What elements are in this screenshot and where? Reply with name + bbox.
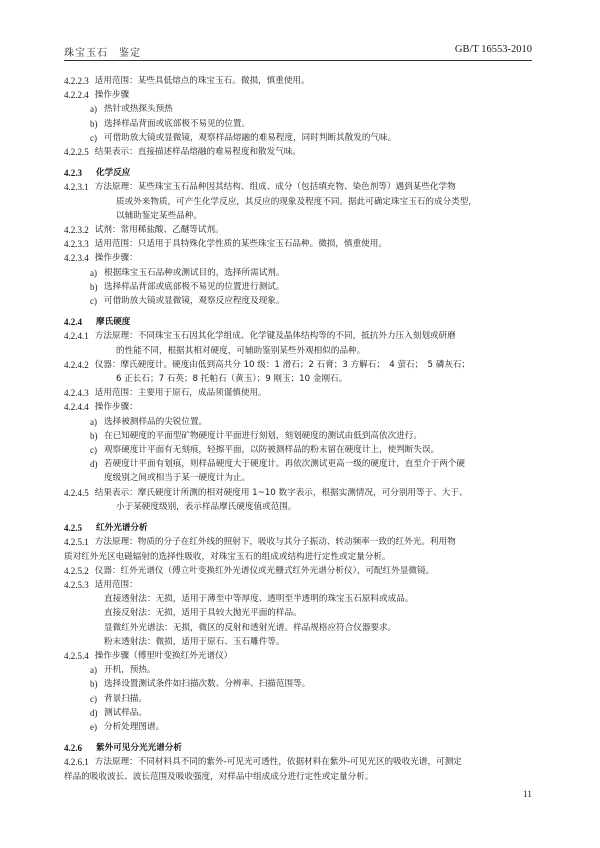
document-body: [64, 74, 532, 784]
clause-number: 4.2.4.4: [64, 402, 89, 413]
clause: [64, 755, 532, 769]
clause-continuation: 以辅助鉴定某些品种。: [116, 210, 202, 221]
list-label: c): [90, 445, 97, 456]
section-heading: [64, 166, 532, 180]
list-text: 背景扫描。: [104, 693, 147, 704]
list-item: [64, 266, 532, 280]
list-item: [64, 457, 532, 471]
list-item: [64, 102, 532, 116]
clause: [64, 386, 532, 400]
clause-number: 4.2.6.1: [64, 757, 89, 768]
clause-number: 4.2.3.1: [64, 182, 89, 193]
list-label: a): [90, 416, 97, 427]
page-number: 11: [522, 790, 532, 800]
clause: [64, 237, 532, 251]
clause-text: 操作步骤（傅里叶变换红外光谱仪）: [94, 650, 233, 661]
clause: [64, 145, 532, 159]
list-item: [64, 663, 532, 677]
clause-number: 4.2.2.5: [64, 147, 89, 158]
list-label: c): [90, 693, 97, 704]
clause-text: 仪器：摩氏硬度计。硬度由低到高共分 10 级：1 滑石；2 石膏；3 方解石； 4 萤石； 5 磷灰石；: [94, 359, 471, 370]
clause: [64, 358, 532, 372]
list-text: 选择样品背部或底部极不易见的位置进行测试。: [104, 281, 285, 292]
list-label: a): [90, 665, 97, 676]
clause-text: 操作步骤：: [94, 253, 138, 264]
clause: [64, 564, 532, 578]
list-label: b): [90, 679, 98, 690]
header-standard-number: GB/T 16553-2010: [454, 44, 532, 55]
list-label: e): [90, 721, 97, 732]
clause: [64, 649, 532, 663]
clause: [64, 486, 532, 500]
method-line: 粉末透射法：微损，适用于原石、玉石雕件等。: [104, 636, 285, 647]
section-number: 4.2.3: [64, 168, 82, 179]
section-title: 化学反应: [96, 168, 131, 179]
list-text: 可借助放大镜或显微镜，观察反应程度及现象。: [104, 296, 285, 307]
list-text: 选择样品背面或底部极不易见的位置。: [104, 118, 251, 129]
clause-text: 仪器：红外光谱仪（傅立叶变换红外光谱仪或光栅式红外光谱分析仪），可配红外显微镜。: [94, 565, 435, 576]
clause-continuation: 小于某硬度级别，表示样品摩氏硬度值或范围。: [116, 501, 297, 512]
clause-text: 方法原理：物质的分子在红外线的照射下，吸收与其分子振动、转动频率一致的红外光。利用物: [94, 537, 456, 548]
section-number: 4.2.4: [64, 317, 82, 328]
list-label: d): [90, 459, 98, 470]
clause: [64, 535, 532, 549]
clause-continuation: 的性能不同，根据其相对硬度，可辅助鉴别某些外观相似的品种。: [116, 345, 366, 356]
list-text: 选择被测样品的尖锐位置。: [104, 416, 208, 427]
list-label: c): [90, 132, 97, 143]
list-item: [64, 443, 532, 457]
list-item: [64, 415, 532, 429]
clause-continuation: 质或外来物质，可产生化学反应，其反应的现象及程度不同。据此可确定珠宝玉石的成分类型，: [116, 196, 477, 207]
clause-text: 操作步骤：: [94, 402, 138, 413]
list-text: 根据珠宝玉石品种或测试目的，选择所需试剂。: [104, 267, 285, 278]
clause: [64, 578, 532, 592]
list-item: [64, 280, 532, 294]
clause-number: 4.2.4.3: [64, 388, 89, 399]
clause-text: 方法原理：某些珠宝玉石品种因其结构、组成、成分（包括填充物、染色剂等）遇到某些化学物: [94, 182, 456, 193]
list-text: 分析处理图谱。: [104, 721, 165, 732]
list-label: d): [90, 707, 98, 718]
clause: [64, 223, 532, 237]
method-line: 直接反射法：无损，适用于具较大抛光平面的样品。: [104, 608, 302, 619]
section-title: 紫外可见分光光谱分析: [96, 743, 182, 754]
list-label: a): [90, 267, 97, 278]
list-item-continuation: [64, 471, 532, 485]
section-title: 红外光谱分析: [96, 523, 148, 534]
method-line: 显微红外光谱法：无损，微区的反射和透射光谱。样品规格应符合仪器要求。: [104, 622, 397, 633]
clause-number: 4.2.2.3: [64, 76, 89, 86]
clause-number: 4.2.3.2: [64, 225, 89, 236]
clause-text: 结果表示：摩氏硬度计所测的相对硬度用 1~10 数字表示，根据实测情况，可分别用等于、大于、: [94, 487, 468, 498]
clause-number: 4.2.3.3: [64, 239, 89, 250]
list-text: 可借助放大镜或显微镜，观察样品熔融的难易程度，同时判断其散发的气味。: [104, 132, 397, 143]
list-text: 测试样品。: [104, 707, 147, 718]
list-text: 选择设置测试条件如扫描次数、分辨率、扫描范围等。: [104, 679, 311, 690]
clause-number: 4.2.5.3: [64, 579, 89, 590]
list-item: [64, 429, 532, 443]
section-number: 4.2.6: [64, 743, 82, 754]
clause-continuation: 6 正长石；7 石英；8 托帕石（黄玉）；9 刚玉；10 金刚石。: [116, 374, 348, 385]
clause-text: 试剂：常用稀盐酸、乙醚等试剂。: [94, 225, 224, 236]
clause-text: 适用范围：主要用于原石，成品须谨慎使用。: [94, 388, 267, 399]
clause: [64, 400, 532, 414]
clause-text: 方法原理：不同材料具不同的紫外-可见光可透性，依据材料在紫外-可见光区的吸收光谱，可测定: [94, 757, 462, 768]
section-heading: [64, 315, 532, 329]
page-header: [64, 40, 532, 61]
clause-number: 4.2.5.1: [64, 537, 89, 548]
section-title: 摩氏硬度: [96, 317, 131, 328]
list-text: 观察硬度计平面有无刻痕，轻擦平面，以防被测样品的粉末留在硬度计上，使判断失误。: [104, 445, 440, 456]
list-text: 热针或热探头预热: [104, 104, 173, 115]
clause-text: 适用范围：某些具低熔点的珠宝玉石。微损，慎重使用。: [94, 76, 310, 86]
header-title: 珠宝玉石 鉴定: [64, 48, 141, 59]
list-item: [64, 720, 532, 734]
clause-number: 4.2.5.4: [64, 650, 89, 661]
list-continuation-text: 度级别之间或相当于某一硬度计为止。: [104, 473, 251, 484]
section-number: 4.2.5: [64, 523, 82, 534]
list-label: b): [90, 430, 98, 441]
clause: [64, 88, 532, 102]
list-item: [64, 706, 532, 720]
list-label: b): [90, 281, 98, 292]
clause-text: 结果表示：直接描述样品熔融的难易程度和散发气味。: [94, 147, 302, 158]
clause-continuation: 样品的吸收波长、波长范围及吸收强度，对样品中组成成分进行定性或定量分析。: [64, 771, 374, 782]
clause-continuation: 质对红外光区电磁辐射的选择性吸收，对珠宝玉石的组成或结构进行定性或定量分析。: [64, 551, 391, 562]
list-item: [64, 692, 532, 706]
clause-number: 4.2.4.2: [64, 359, 89, 370]
clause-number: 4.2.2.4: [64, 90, 89, 101]
method-line: 直接透射法：无损，适用于薄至中等厚度、透明至半透明的珠宝玉石原料或成品。: [104, 594, 414, 605]
section-heading: [64, 741, 532, 755]
list-text: 开机，预热。: [104, 665, 156, 676]
clause-number: 4.2.4.5: [64, 487, 89, 498]
list-item: [64, 294, 532, 308]
section-heading: [64, 521, 532, 535]
clause-number: 4.2.4.1: [64, 331, 89, 342]
clause: [64, 180, 532, 194]
clause-number: 4.2.3.4: [64, 253, 89, 264]
clause-text: 适用范围：只适用于具特殊化学性质的某些珠宝玉石品种。微损，慎重使用。: [94, 239, 387, 250]
clause: [64, 329, 532, 343]
clause: [64, 251, 532, 265]
list-item: [64, 131, 532, 145]
list-text: 在已知硬度的平面型矿物硬度计平面进行刻划，刻划硬度的测试由低到高依次进行。: [104, 430, 422, 441]
list-label: a): [90, 104, 97, 115]
list-text: 若硬度计平面有划痕，则样品硬度大于硬度计。再依次测试更高一级的硬度计，直至介于两个硬: [104, 459, 465, 470]
list-item: [64, 117, 532, 131]
clause-text: 操作步骤: [94, 90, 130, 101]
list-label: c): [90, 296, 97, 307]
clause-text: 方法原理：不同珠宝玉石因其化学组成、化学键及晶体结构等的不同，抵抗外力压入刻划或研磨: [94, 331, 456, 342]
clause-text: 适用范围：: [94, 579, 138, 590]
list-label: b): [90, 118, 98, 129]
clause: [64, 74, 532, 88]
clause-number: 4.2.5.2: [64, 565, 89, 576]
list-item: [64, 677, 532, 691]
